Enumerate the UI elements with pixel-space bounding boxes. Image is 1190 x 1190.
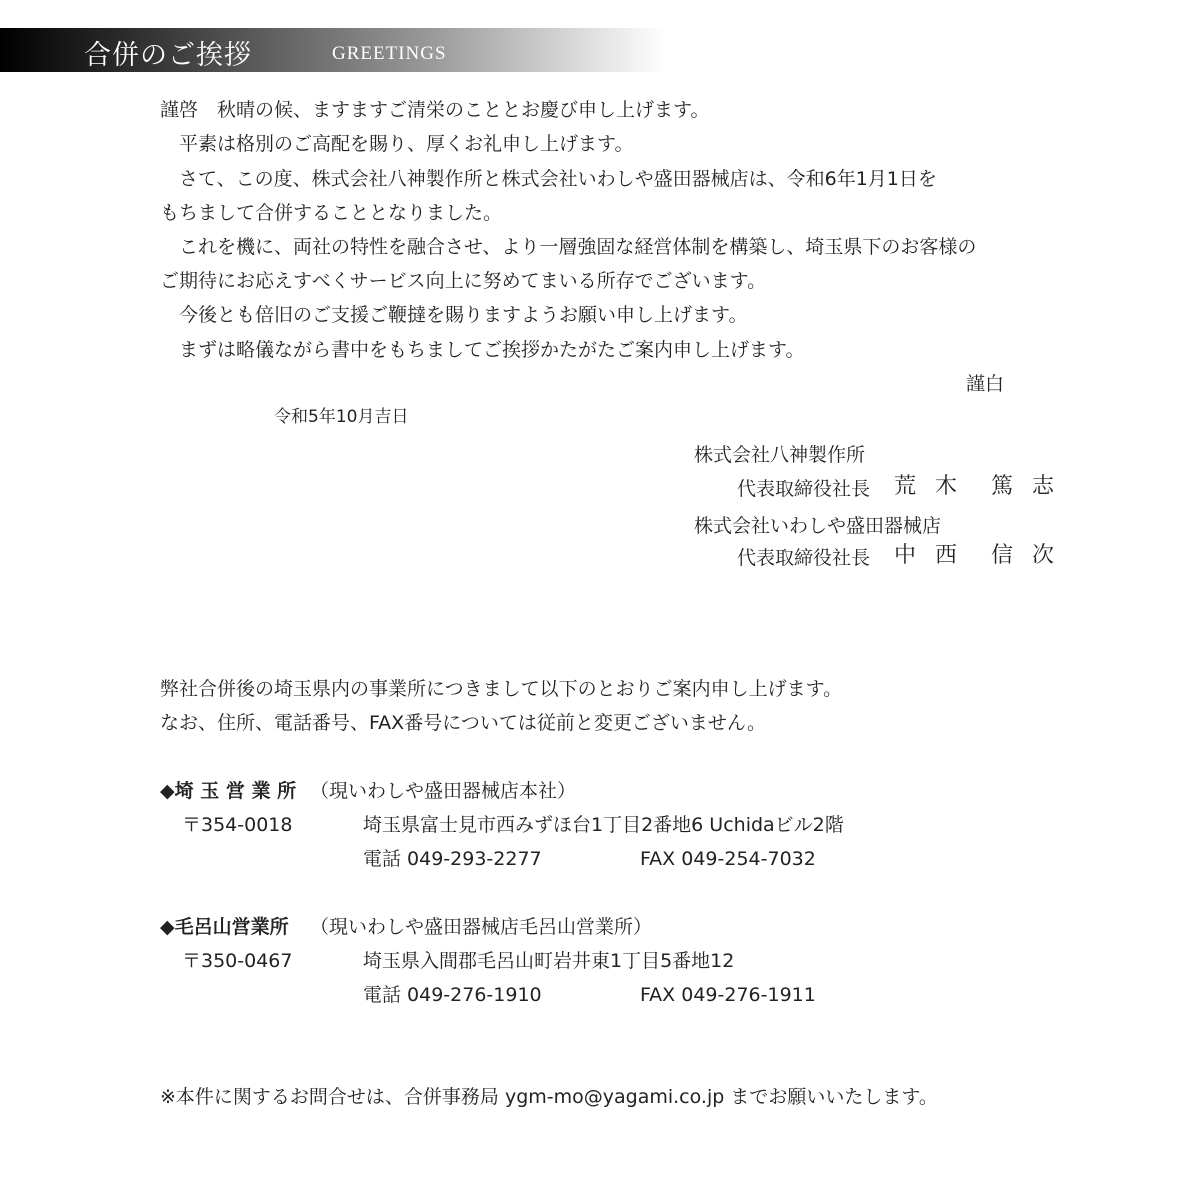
signatory-name: 荒 木 篤 志 bbox=[894, 474, 1060, 499]
letter-date: 令和5年10月吉日 bbox=[274, 407, 409, 427]
office-fax: FAX 049-276-1911 bbox=[640, 984, 816, 1006]
page-title: 合併のご挨拶 bbox=[84, 40, 252, 71]
signatory-company: 株式会社八神製作所 bbox=[694, 444, 866, 466]
greeting-line: まずは略儀ながら書中をもちましてご挨拶かたがたご案内申し上げます。 bbox=[160, 339, 805, 361]
signatory-title: 代表取締役社長 bbox=[737, 547, 871, 569]
page-subtitle: GREETINGS bbox=[332, 43, 447, 64]
closing-word: 謹白 bbox=[966, 373, 1005, 395]
greeting-line: 謹啓 秋晴の候、ますますご清栄のこととお慶び申し上げます。 bbox=[160, 99, 710, 121]
office-address: 埼玉県富士見市西みずほ台1丁目2番地6 Uchidaビル2階 bbox=[363, 814, 844, 836]
office-fax: FAX 049-254-7032 bbox=[640, 848, 816, 870]
office-former-name: （現いわしや盛田器械店毛呂山営業所） bbox=[310, 916, 653, 938]
greeting-line: ご期待にお応えすべくサービス向上に努めてまいる所存でございます。 bbox=[160, 270, 767, 292]
greeting-line: 今後とも倍旧のご支援ご鞭撻を賜りますようお願い申し上げます。 bbox=[160, 304, 748, 326]
signatory-name: 中 西 信 次 bbox=[894, 543, 1060, 568]
notice-line: なお、住所、電話番号、FAX番号については従前と変更ございません。 bbox=[160, 712, 766, 734]
contact-note: ※本件に関するお問合せは、合併事務局 ygm-mo@yagami.co.jp までお願いいたします。 bbox=[160, 1086, 938, 1108]
greeting-line: これを機に、両社の特性を融合させ、より一層強固な経営体制を構築し、埼玉県下のお客様の bbox=[160, 236, 977, 258]
office-phone: 電話 049-293-2277 bbox=[363, 848, 542, 870]
greeting-line: さて、この度、株式会社八神製作所と株式会社いわしや盛田器械店は、令和6年1月1日を bbox=[160, 168, 937, 190]
office-postal-code: 〒354-0018 bbox=[182, 814, 293, 836]
office-postal-code: 〒350-0467 bbox=[182, 950, 293, 972]
signatory-company: 株式会社いわしや盛田器械店 bbox=[694, 515, 942, 537]
notice-line: 弊社合併後の埼玉県内の事業所につきまして以下のとおりご案内申し上げます。 bbox=[160, 678, 843, 700]
greeting-line: もちまして合併することとなりました。 bbox=[160, 202, 503, 224]
greeting-line: 平素は格別のご高配を賜り、厚くお礼申し上げます。 bbox=[160, 133, 634, 155]
signatory-title: 代表取締役社長 bbox=[737, 478, 871, 500]
office-former-name: （現いわしや盛田器械店本社） bbox=[310, 780, 577, 802]
office-phone: 電話 049-276-1910 bbox=[363, 984, 542, 1006]
office-name: ◆埼 玉 営 業 所 bbox=[160, 780, 297, 802]
office-name: ◆毛呂山営業所 bbox=[160, 916, 289, 938]
office-address: 埼玉県入間郡毛呂山町岩井東1丁目5番地12 bbox=[363, 950, 735, 972]
